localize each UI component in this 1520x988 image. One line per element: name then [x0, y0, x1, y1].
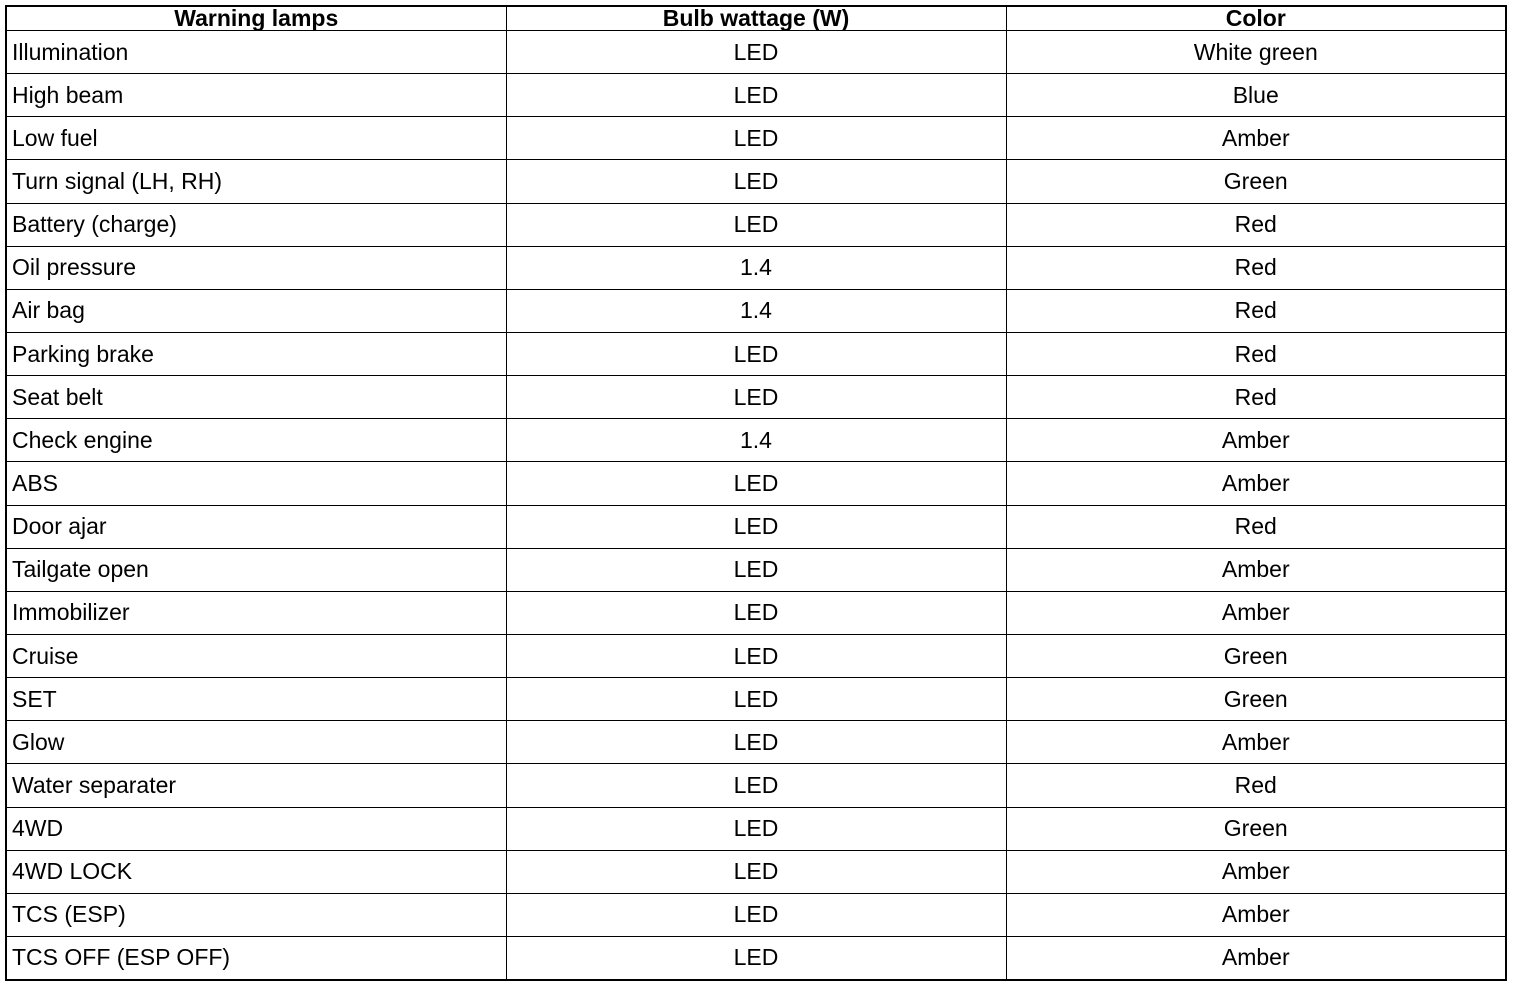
cell-warning-lamp: SET [7, 678, 506, 721]
cell-color: Red [1006, 203, 1505, 246]
table-row [7, 548, 1505, 591]
warning-lamps-table-frame [5, 5, 1507, 981]
cell-color: Green [1006, 807, 1505, 850]
table-row [7, 203, 1505, 246]
cell-bulb-wattage: LED [506, 936, 1006, 979]
cell-color: Amber [1006, 721, 1505, 764]
cell-warning-lamp: Glow [7, 721, 506, 764]
cell-warning-lamp: Check engine [7, 419, 506, 462]
cell-color: Amber [1006, 591, 1505, 634]
cell-warning-lamp: Seat belt [7, 376, 506, 419]
cell-warning-lamp: Illumination [7, 31, 506, 74]
cell-bulb-wattage: 1.4 [506, 419, 1006, 462]
cell-color: Amber [1006, 462, 1505, 505]
cell-bulb-wattage: LED [506, 31, 1006, 74]
cell-warning-lamp: Air bag [7, 289, 506, 332]
cell-color: Green [1006, 678, 1505, 721]
cell-warning-lamp: Cruise [7, 634, 506, 677]
cell-warning-lamp: Oil pressure [7, 246, 506, 289]
cell-warning-lamp: Tailgate open [7, 548, 506, 591]
cell-bulb-wattage: 1.4 [506, 246, 1006, 289]
cell-bulb-wattage: LED [506, 117, 1006, 160]
table-row [7, 419, 1505, 462]
cell-color: Red [1006, 505, 1505, 548]
cell-bulb-wattage: LED [506, 850, 1006, 893]
cell-color: Red [1006, 376, 1505, 419]
table-row [7, 721, 1505, 764]
table-row [7, 764, 1505, 807]
cell-bulb-wattage: LED [506, 74, 1006, 117]
cell-bulb-wattage: LED [506, 893, 1006, 936]
cell-color: Amber [1006, 936, 1505, 979]
cell-warning-lamp: TCS OFF (ESP OFF) [7, 936, 506, 979]
cell-color: Green [1006, 160, 1505, 203]
column-header-color: Color [1006, 7, 1505, 31]
cell-bulb-wattage: LED [506, 160, 1006, 203]
table-row [7, 376, 1505, 419]
table-row [7, 850, 1505, 893]
cell-color: Amber [1006, 117, 1505, 160]
cell-warning-lamp: Parking brake [7, 332, 506, 375]
cell-bulb-wattage: LED [506, 505, 1006, 548]
cell-color: Amber [1006, 893, 1505, 936]
table-row [7, 936, 1505, 979]
cell-bulb-wattage: LED [506, 376, 1006, 419]
warning-lamps-table [7, 7, 1505, 979]
cell-bulb-wattage: LED [506, 764, 1006, 807]
table-row [7, 591, 1505, 634]
cell-color: Green [1006, 634, 1505, 677]
cell-bulb-wattage: LED [506, 807, 1006, 850]
table-row [7, 807, 1505, 850]
cell-bulb-wattage: LED [506, 548, 1006, 591]
cell-bulb-wattage: LED [506, 332, 1006, 375]
cell-color: Red [1006, 246, 1505, 289]
cell-warning-lamp: High beam [7, 74, 506, 117]
cell-warning-lamp: Low fuel [7, 117, 506, 160]
cell-warning-lamp: 4WD LOCK [7, 850, 506, 893]
table-row [7, 160, 1505, 203]
table-row [7, 634, 1505, 677]
cell-bulb-wattage: LED [506, 591, 1006, 634]
cell-warning-lamp: 4WD [7, 807, 506, 850]
column-header-bulb-wattage: Bulb wattage (W) [506, 7, 1006, 31]
cell-warning-lamp: Immobilizer [7, 591, 506, 634]
cell-color: White green [1006, 31, 1505, 74]
cell-color: Red [1006, 289, 1505, 332]
cell-bulb-wattage: LED [506, 462, 1006, 505]
table-row [7, 289, 1505, 332]
cell-bulb-wattage: LED [506, 203, 1006, 246]
table-body [7, 31, 1505, 980]
cell-warning-lamp: Water separater [7, 764, 506, 807]
cell-bulb-wattage: LED [506, 634, 1006, 677]
cell-color: Amber [1006, 548, 1505, 591]
table-row [7, 31, 1505, 74]
cell-warning-lamp: ABS [7, 462, 506, 505]
table-row [7, 678, 1505, 721]
cell-warning-lamp: Battery (charge) [7, 203, 506, 246]
table-header-row [7, 7, 1505, 31]
cell-color: Amber [1006, 419, 1505, 462]
cell-bulb-wattage: 1.4 [506, 289, 1006, 332]
cell-bulb-wattage: LED [506, 678, 1006, 721]
table-row [7, 462, 1505, 505]
cell-color: Red [1006, 332, 1505, 375]
cell-color: Blue [1006, 74, 1505, 117]
cell-warning-lamp: TCS (ESP) [7, 893, 506, 936]
table-row [7, 117, 1505, 160]
table-row [7, 505, 1505, 548]
column-header-warning-lamps: Warning lamps [7, 7, 506, 31]
cell-warning-lamp: Door ajar [7, 505, 506, 548]
table-row [7, 893, 1505, 936]
cell-bulb-wattage: LED [506, 721, 1006, 764]
table-row [7, 332, 1505, 375]
table-row [7, 246, 1505, 289]
cell-color: Amber [1006, 850, 1505, 893]
table-row [7, 74, 1505, 117]
cell-color: Red [1006, 764, 1505, 807]
cell-warning-lamp: Turn signal (LH, RH) [7, 160, 506, 203]
